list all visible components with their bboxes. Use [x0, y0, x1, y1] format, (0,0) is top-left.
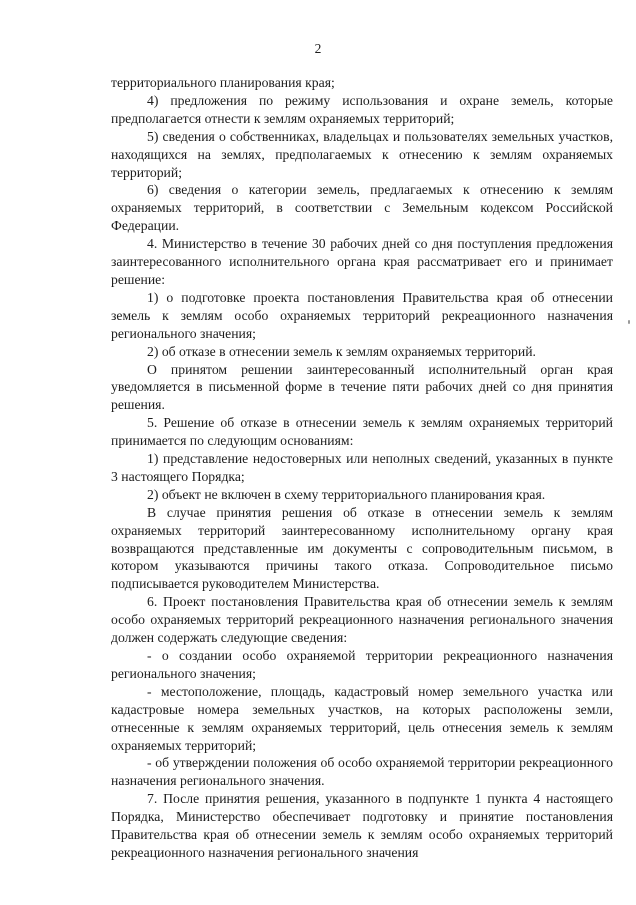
paragraph-7: 2) об отказе в отнесении земель к землям охраняемых территорий. — [147, 343, 536, 359]
paragraph-2: 4) предложения по режиму использования и охране земель, которые предполагается отнести к землям охраняемых территорий; — [111, 92, 613, 126]
paragraph-16: - об утверждении положения об особо охраняемой территории рекреационного назначения регионального значения. — [111, 755, 613, 789]
document-body — [111, 74, 613, 862]
paragraph-10: 1) представление недостоверных или неполных сведений, указанных в пункте 3 настоящего Порядка; — [111, 451, 613, 484]
paragraph-9: 5. Решение об отказе в отнесении земель к землям охраняемых территорий принимается по следующим основаниям: — [111, 415, 613, 449]
paragraph-11: 2) объект не включен в схему территориального планирования края. — [147, 486, 546, 502]
page-number: 2 — [314, 41, 322, 56]
paragraph-14: - о создании особо охраняемой территории рекреационного назначения регионального значения; — [111, 648, 613, 681]
paragraph-8: О принятом решении заинтересованный исполнительный орган края уведомляется в письменной форме в течение пяти рабочих дней со дня принятия решения. — [111, 361, 613, 413]
paragraph-13: 6. Проект постановления Правительства края об отнесении земель к землям особо охраняемых территорий рекреационного назначения регионального значения должен содержать следующие сведения: — [111, 594, 613, 646]
paragraph-1: территориального планирования края; — [111, 75, 335, 90]
paragraph-17: 7. После принятия решения, указанного в подпункте 1 пункта 4 настоящего Порядка, Министерство обеспечивает подготовку и принятие постановления Правительства края об отнесении земель к землям особо охраняемых территорий рекреационного назначения регионального значения — [111, 791, 613, 860]
paragraph-6: 1) о подготовке проекта постановления Правительства края об отнесении земель к землям особо охраняемых территорий рекреационного назначения регионального значения; — [111, 289, 613, 341]
paragraph-4: 6) сведения о категории земель, предлагаемых к отнесению к землям охраняемых территорий, в соответствии с Земельным кодексом Российской Федерации. — [111, 182, 613, 234]
scan-mark — [628, 320, 630, 324]
paragraph-15: - местоположение, площадь, кадастровый номер земельного участка или кадастровые номера земельных участков, на которых расположены земли, отнесенные к землям охраняемых территорий, цель отнесения земель к землям охраняемых территорий; — [111, 683, 613, 753]
paragraph-12: В случае принятия решения об отказе в отнесении земель к землям охраняемых территорий заинтересованному исполнительному органу края возвращаются представленные им документы с сопроводительным письмом, в котором указываются причины такого отказа. Сопроводительное письмо подписывается руководителем Министерства. — [111, 504, 613, 592]
paragraph-5: 4. Министерство в течение 30 рабочих дней со дня поступления предложения заинтересованного исполнительного органа края рассматривает его и принимает решение: — [111, 236, 613, 287]
paragraph-3: 5) сведения о собственниках, владельцах и пользователях земельных участков, находящихся на землях, предполагаемых к отнесению к землям охраняемых территорий; — [111, 128, 613, 180]
